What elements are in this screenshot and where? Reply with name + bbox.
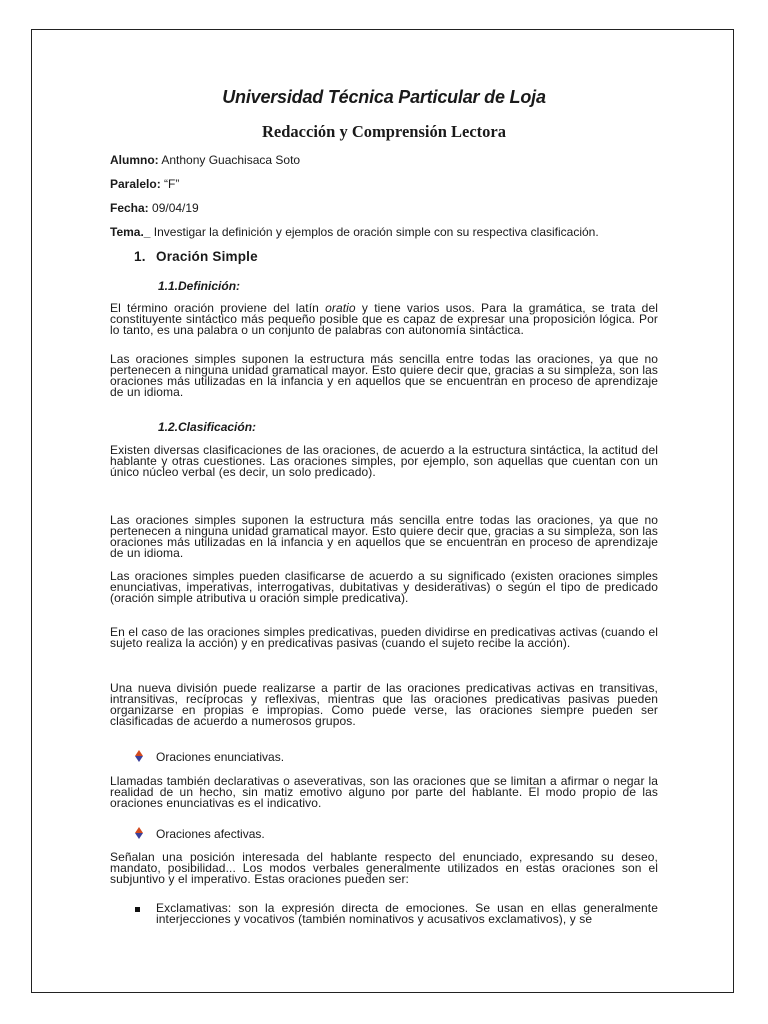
section-1-heading bbox=[134, 249, 658, 264]
definition-paragraph-2 bbox=[110, 354, 658, 398]
subsection-1-1-heading: 1.1.Definición: bbox=[158, 279, 241, 293]
classification-paragraph-5: Una nueva división puede realizarse a partir de las oraciones predicativas activas en transitivas, intransitivas, recíprocas y reflexivas, mientras que las oraciones predicativas pasivas pueden organizarse en propias e impropias. Como puede verse, las oraciones siempre pueden ser clasificadas de acuerdo a numerosos grupos. bbox=[110, 681, 658, 728]
date-label: Fecha: bbox=[110, 201, 149, 215]
square-bullet-icon bbox=[135, 907, 140, 912]
student-field bbox=[110, 153, 658, 167]
section-1-title: Oración Simple bbox=[156, 249, 258, 264]
afectivas-paragraph: Señalan una posición interesada del hablante respecto del enunciado, expresando su deseo, mandato, posibilidad... Los modos verbales generalmente utilizados en estas oraciones son el subjuntivo y el imperativo. Estas oraciones pueden ser: bbox=[110, 850, 658, 886]
definition-paragraph-1 bbox=[110, 303, 658, 336]
def-para1-start: El término oración proviene del latín bbox=[110, 301, 326, 315]
classification-paragraph-4: En el caso de las oraciones simples predicativas, pueden dividirse en predicativas activas (cuando el sujeto realiza la acción) y en predicativas pasivas (cuando el sujeto recibe la acción). bbox=[110, 625, 658, 650]
topic-field bbox=[110, 225, 658, 239]
def-para1-end: y tiene varios usos. Para la gramática, se trata del constituyente sintáctico más pequeño posible que es capaz de expresar una proposición lógica. Por lo tanto, es una palabra o un conjunto de palabras con autonomía sintáctica. bbox=[110, 301, 658, 337]
bullet-enunciativas: Oraciones enunciativas. bbox=[156, 750, 285, 764]
def-para1-italic: oratio bbox=[325, 301, 356, 315]
student-value: Anthony Guachisaca Soto bbox=[158, 153, 301, 167]
classification-paragraph-1: Existen diversas clasificaciones de las oraciones, de acuerdo a la estructura sintáctica, la actitud del hablante y otras cuestiones. Las oraciones simples, por ejemplo, son aquellas que cuentan con un único núcleo verbal (es decir, un solo predicado). bbox=[110, 443, 658, 479]
group-label: Paralelo: bbox=[110, 177, 161, 191]
topic-value: Investigar la definición y ejemplos de oración simple con su respectiva clasificación. bbox=[150, 225, 599, 239]
arrow-bullet-icon bbox=[134, 750, 144, 762]
def-para2-text: Las oraciones simples suponen la estructura más sencilla entre todas las oraciones, ya que no pertenecen a ninguna unidad gramatical mayor. Esto quiere decir que, gracias a su simpleza, son las oraciones más utilizadas en la infancia y en aquellos que se encuentran en proceso de aprendizaje de un idioma. bbox=[110, 352, 658, 399]
section-1-number: 1. bbox=[134, 249, 146, 264]
group-value: “F” bbox=[160, 177, 180, 191]
date-field bbox=[110, 201, 658, 215]
exclamativas-item: Exclamativas: son la expresión directa de emociones. Se usan en ellas generalmente interjecciones y vocativos (también nominativos y acusativos exclamativos), y se bbox=[156, 901, 658, 926]
date-value: 09/04/19 bbox=[148, 201, 199, 215]
classification-paragraph-3: Las oraciones simples pueden clasificarse de acuerdo a su significado (existen oraciones simples enunciativas, imperativas, interrogativas, dubitativas y desiderativas) o según el tipo de predicado (oración simple atributiva u oración simple predicativa). bbox=[110, 569, 658, 605]
student-label: Alumno: bbox=[110, 153, 159, 167]
enunciativas-paragraph: Llamadas también declarativas o aseverativas, son las oraciones que se limitan a afirmar o negar la realidad de un hecho, sin matiz emotivo alguno por parte del hablante. El modo propio de las oraciones enunciativas es el indicativo. bbox=[110, 774, 658, 810]
university-title: Universidad Técnica Particular de Loja bbox=[222, 87, 546, 107]
page-border bbox=[31, 29, 734, 993]
arrow-bullet-icon bbox=[134, 827, 144, 839]
classification-paragraph-2: Las oraciones simples suponen la estructura más sencilla entre todas las oraciones, ya que no pertenecen a ninguna unidad gramatical mayor. Esto quiere decir que, gracias a su simpleza, son las oraciones más utilizadas en la infancia y en aquellos que se encuentran en proceso de aprendizaje de un idioma. bbox=[110, 513, 658, 560]
group-field bbox=[110, 177, 658, 191]
bullet-afectivas: Oraciones afectivas. bbox=[156, 827, 265, 841]
subsection-1-2-heading: 1.2.Clasificación: bbox=[158, 420, 257, 434]
course-title: Redacción y Comprensión Lectora bbox=[262, 122, 506, 141]
topic-label: Tema._ bbox=[110, 225, 151, 239]
